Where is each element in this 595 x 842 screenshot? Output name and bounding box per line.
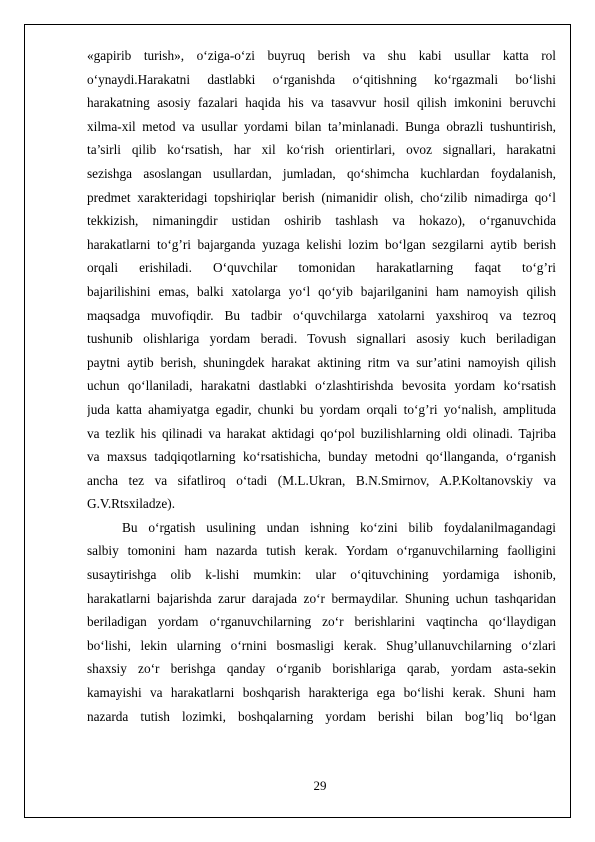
document-body	[87, 44, 556, 728]
text-line: maqsadga muvofiqdir. Bu tadbir o‘quvchilarga xatolarni yaxshiroq va tezroq	[87, 307, 556, 323]
text-line: paytni aytib berish, shuningdek harakat aktining ritm va sur’atini namoyish qilish	[87, 354, 556, 370]
text-line: «gapirib turish», o‘ziga-o‘zi buyruq berish va shu kabi usullar katta rol	[87, 48, 556, 63]
text-line: va tezlik his qilinadi va harakat aktidagi qo‘pol buzilishlarning oldi olinadi. Tajriba	[87, 425, 556, 441]
text-line: bajarilishini emas, balki xatolarga yo‘l qo‘yib bajarilganini ham namoyish qilish	[87, 283, 556, 299]
text-line: harakatlarni to‘g’ri bajarganda yuzaga kelishi lozim bo‘lgan sezgilarni aytib berish	[87, 236, 556, 252]
text-line: sezishga asoslangan usullardan, jumladan, qo‘shimcha kuchlardan foydalanish,	[87, 165, 556, 181]
text-line: kamayishi va harakatlarni boshqarish harakteriga ega bo‘lishi kerak. Shuni ham	[87, 685, 556, 701]
text-line: shaxsiy zo‘r berishga qanday o‘rganib borishlariga qarab, yordam asta-sekin	[87, 661, 556, 677]
text-line: xilma-xil metod va usullar yordami bilan ta’minlanadi. Bunga obrazli tushuntirish,	[87, 118, 556, 134]
text-line: G.V.Rtsxiladze).	[87, 496, 176, 512]
text-line: salbiy tomonini ham nazarda tutish kerak. Yordam o‘rganuvchilarning faolligini	[87, 543, 556, 559]
text-line: harakatlarni bajarishda zarur darajada zo‘r bermaydilar. Shuning uchun tashqaridan	[87, 590, 556, 606]
text-line: o‘ynaydi.Harakatni dastlabki o‘rganishda o‘qitishning ko‘rgazmali bo‘lishi	[87, 71, 556, 87]
text-line: tushunib olishlariga yordam beradi. Tovush signallari asosiy kuch beriladigan	[87, 331, 556, 347]
paragraph-1	[87, 44, 556, 516]
text-line: va maxsus tadqiqotlarning ko‘rsatishicha, bunday metodni qo‘llanganda, o‘rganish	[87, 449, 556, 465]
text-line: juda katta ahamiyatga egadir, chunki bu yordam orqali to‘g’ri yo‘nalish, amplituda	[87, 401, 556, 417]
text-line: orqali erishiladi. O‘quvchilar tomonidan harakatlarning faqat to‘g’ri	[87, 260, 556, 276]
text-line: ancha tez va sifatliroq o‘tadi (M.L.Ukran, B.N.Smirnov, A.P.Koltanovskiy va	[87, 472, 556, 488]
text-line: susaytirishga olib k-lishi mumkin: ular o‘qituvchining yordamiga ishonib,	[87, 567, 556, 583]
page-number: 29	[313, 778, 327, 793]
text-line: tekkizish, nimaningdir ustidan oshirib tashlash va hokazo), o‘rganuvchida	[87, 213, 556, 229]
text-line: ta’sirli qilib ko‘rsatish, har xil ko‘rish orientirlari, ovoz signallari, harakatni	[87, 142, 556, 158]
text-line: harakatning asosiy fazalari haqida his va tasavvur hosil qilish imkonini beruvchi	[87, 95, 556, 111]
text-line: Bu o‘rgatish usulining undan ishning ko‘zini bilib foydalanilmagandagi	[122, 519, 556, 535]
paragraph-2	[87, 516, 556, 728]
text-line: bo‘lishi, lekin ularning o‘rnini bosmasligi kerak. Shug’ullanuvchilarning o‘zlari	[87, 637, 556, 653]
text-line: predmet xarakteridagi topshiriqlar berish (nimanidir olish, cho‘zilib nimadirga qo‘l	[87, 189, 556, 205]
text-line: uchun qo‘llaniladi, harakatni dastlabki o‘zlashtirishda bevosita yordam ko‘rsatish	[87, 378, 556, 394]
text-line: beriladigan yordam o‘rganuvchilarning zo‘r berishlarini vaqtincha qo‘llaydigan	[87, 614, 556, 630]
text-line: nazarda tutish lozimki, boshqalarning yordam berishi bilan bog’liq bo‘lgan	[87, 708, 556, 724]
